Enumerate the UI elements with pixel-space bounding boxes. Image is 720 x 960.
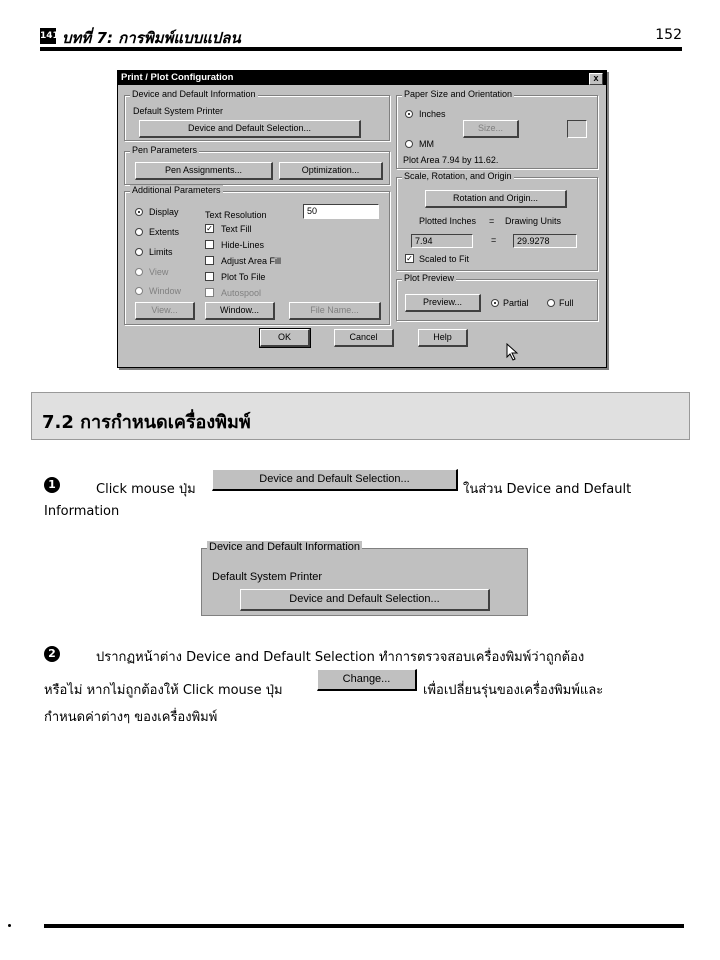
orientation-preview	[567, 120, 587, 138]
hide-lines-checkbox[interactable]	[205, 240, 214, 249]
additional-group-label: Additional Parameters	[132, 185, 221, 195]
step-1-text-before: Click mouse ปุ่ม	[96, 482, 196, 497]
dialog-title: Print / Plot Configuration	[121, 72, 234, 83]
step-1-text-after: ในส่วน Device and Default	[463, 482, 632, 497]
full-radio[interactable]	[547, 299, 555, 307]
window-button[interactable]: Window...	[205, 302, 275, 320]
partial-radio[interactable]	[491, 299, 499, 307]
hide-lines-label: Hide-Lines	[221, 240, 265, 250]
step-1-device-selection-button[interactable]: Device and Default Selection...	[212, 469, 458, 491]
step-2-line1: ปรากฏหน้าต่าง Device and Default Selection ทำการตรวจสอบเครื่องพิมพ์ว่าถูกต้อง	[96, 650, 585, 665]
mm-label: MM	[419, 139, 434, 149]
help-button[interactable]: Help	[418, 329, 468, 347]
step-2-line2-after: เพื่อเปลี่ยนรุ่นของเครื่องพิมพ์และ	[423, 683, 604, 698]
text-resolution-input[interactable]: 50	[303, 204, 379, 219]
mouse-cursor-icon	[506, 343, 520, 361]
extents-label: Extents	[149, 227, 180, 237]
device-info-printer-text: Default System Printer	[212, 571, 323, 583]
mm-radio[interactable]	[405, 140, 413, 148]
partial-label: Partial	[503, 298, 529, 308]
section-heading-box	[31, 392, 690, 440]
chapter-title: บทที่ 7: การพิมพ์แบบแปลน	[62, 29, 241, 47]
device-info-selection-button[interactable]: Device and Default Selection...	[240, 589, 490, 611]
pen-group-label: Pen Parameters	[132, 145, 198, 155]
default-printer-text: Default System Printer	[133, 106, 224, 116]
text-fill-label: Text Fill	[221, 224, 252, 234]
limits-label: Limits	[149, 247, 173, 257]
rotation-origin-button[interactable]: Rotation and Origin...	[425, 190, 567, 208]
paper-group-label: Paper Size and Orientation	[404, 89, 513, 99]
autospool-checkbox[interactable]	[205, 288, 214, 297]
autospool-label: Autospool	[221, 288, 262, 298]
view-label: View	[149, 267, 169, 277]
pen-assignments-button[interactable]: Pen Assignments...	[135, 162, 273, 180]
preview-group-label: Plot Preview	[404, 273, 455, 283]
inches-label: Inches	[419, 109, 446, 119]
page-number: 152	[655, 27, 682, 43]
step-1-text-line2: Information	[44, 504, 120, 519]
size-button[interactable]: Size...	[463, 120, 519, 138]
adjust-area-fill-checkbox[interactable]	[205, 256, 214, 265]
paper-group	[396, 89, 598, 169]
ok-button[interactable]: OK	[260, 329, 310, 347]
adjust-area-fill-label: Adjust Area Fill	[221, 256, 282, 266]
drawing-units-label: Drawing Units	[505, 216, 562, 226]
preview-button[interactable]: Preview...	[405, 294, 481, 312]
limits-radio[interactable]	[135, 248, 143, 256]
scale-equals-label: =	[489, 216, 495, 226]
print-plot-dialog	[117, 70, 607, 368]
drawing-units-input[interactable]: 29.9278	[513, 234, 577, 248]
chapter-icon: 141	[40, 28, 56, 44]
plotted-inches-label: Plotted Inches	[419, 216, 477, 226]
scaled-to-fit-checkbox[interactable]: ✓	[406, 254, 413, 263]
plot-to-file-checkbox[interactable]	[205, 272, 214, 281]
file-name-button[interactable]: File Name...	[289, 302, 381, 320]
scale-group-label: Scale, Rotation, and Origin	[404, 171, 512, 181]
display-label: Display	[149, 207, 179, 217]
cancel-button[interactable]: Cancel	[334, 329, 394, 347]
view-radio[interactable]	[135, 268, 143, 276]
pen-group	[124, 145, 390, 185]
step-2-line3: กำหนดค่าต่างๆ ของเครื่องพิมพ์	[44, 710, 218, 725]
extents-radio[interactable]	[135, 228, 143, 236]
section-title: 7.2 การกำหนดเครื่องพิมพ์	[42, 412, 251, 433]
plotted-inches-input[interactable]: 7.94	[411, 234, 473, 248]
preview-group	[396, 273, 598, 321]
dialog-title-bar	[118, 71, 606, 85]
device-group-label: Device and Default Information	[132, 89, 256, 99]
device-selection-button[interactable]: Device and Default Selection...	[139, 120, 361, 138]
plot-area-text: Plot Area 7.94 by 11.62.	[403, 155, 499, 165]
device-group	[124, 89, 390, 141]
text-resolution-label: Text Resolution	[205, 210, 267, 220]
step-1-bullet: 1	[44, 477, 60, 493]
display-radio[interactable]	[135, 208, 143, 216]
scale-group	[396, 171, 598, 271]
change-button[interactable]: Change...	[317, 669, 417, 691]
device-info-panel	[201, 541, 528, 616]
step-2-line2-before: หรือไม่ หากไม่ถูกต้องให้ Click mouse ปุ่ม	[44, 683, 283, 698]
plot-to-file-label: Plot To File	[221, 272, 266, 282]
window-radio[interactable]	[135, 287, 143, 295]
step-2-bullet: 2	[44, 646, 60, 662]
text-fill-checkbox[interactable]: ✓	[206, 224, 213, 233]
footer-rule	[44, 924, 684, 928]
device-info-panel-label: Device and Default Information	[209, 541, 361, 553]
scaled-to-fit-label: Scaled to Fit	[419, 254, 470, 264]
header-rule	[40, 47, 682, 51]
optimization-button[interactable]: Optimization...	[279, 162, 383, 180]
full-label: Full	[559, 298, 574, 308]
view-button[interactable]: View...	[135, 302, 195, 320]
value-equals-label: =	[491, 235, 497, 245]
window-label: Window	[149, 286, 182, 296]
inches-radio[interactable]	[405, 110, 413, 118]
close-icon[interactable]: x	[589, 73, 603, 85]
additional-group	[124, 185, 390, 325]
margin-dot	[8, 924, 11, 927]
